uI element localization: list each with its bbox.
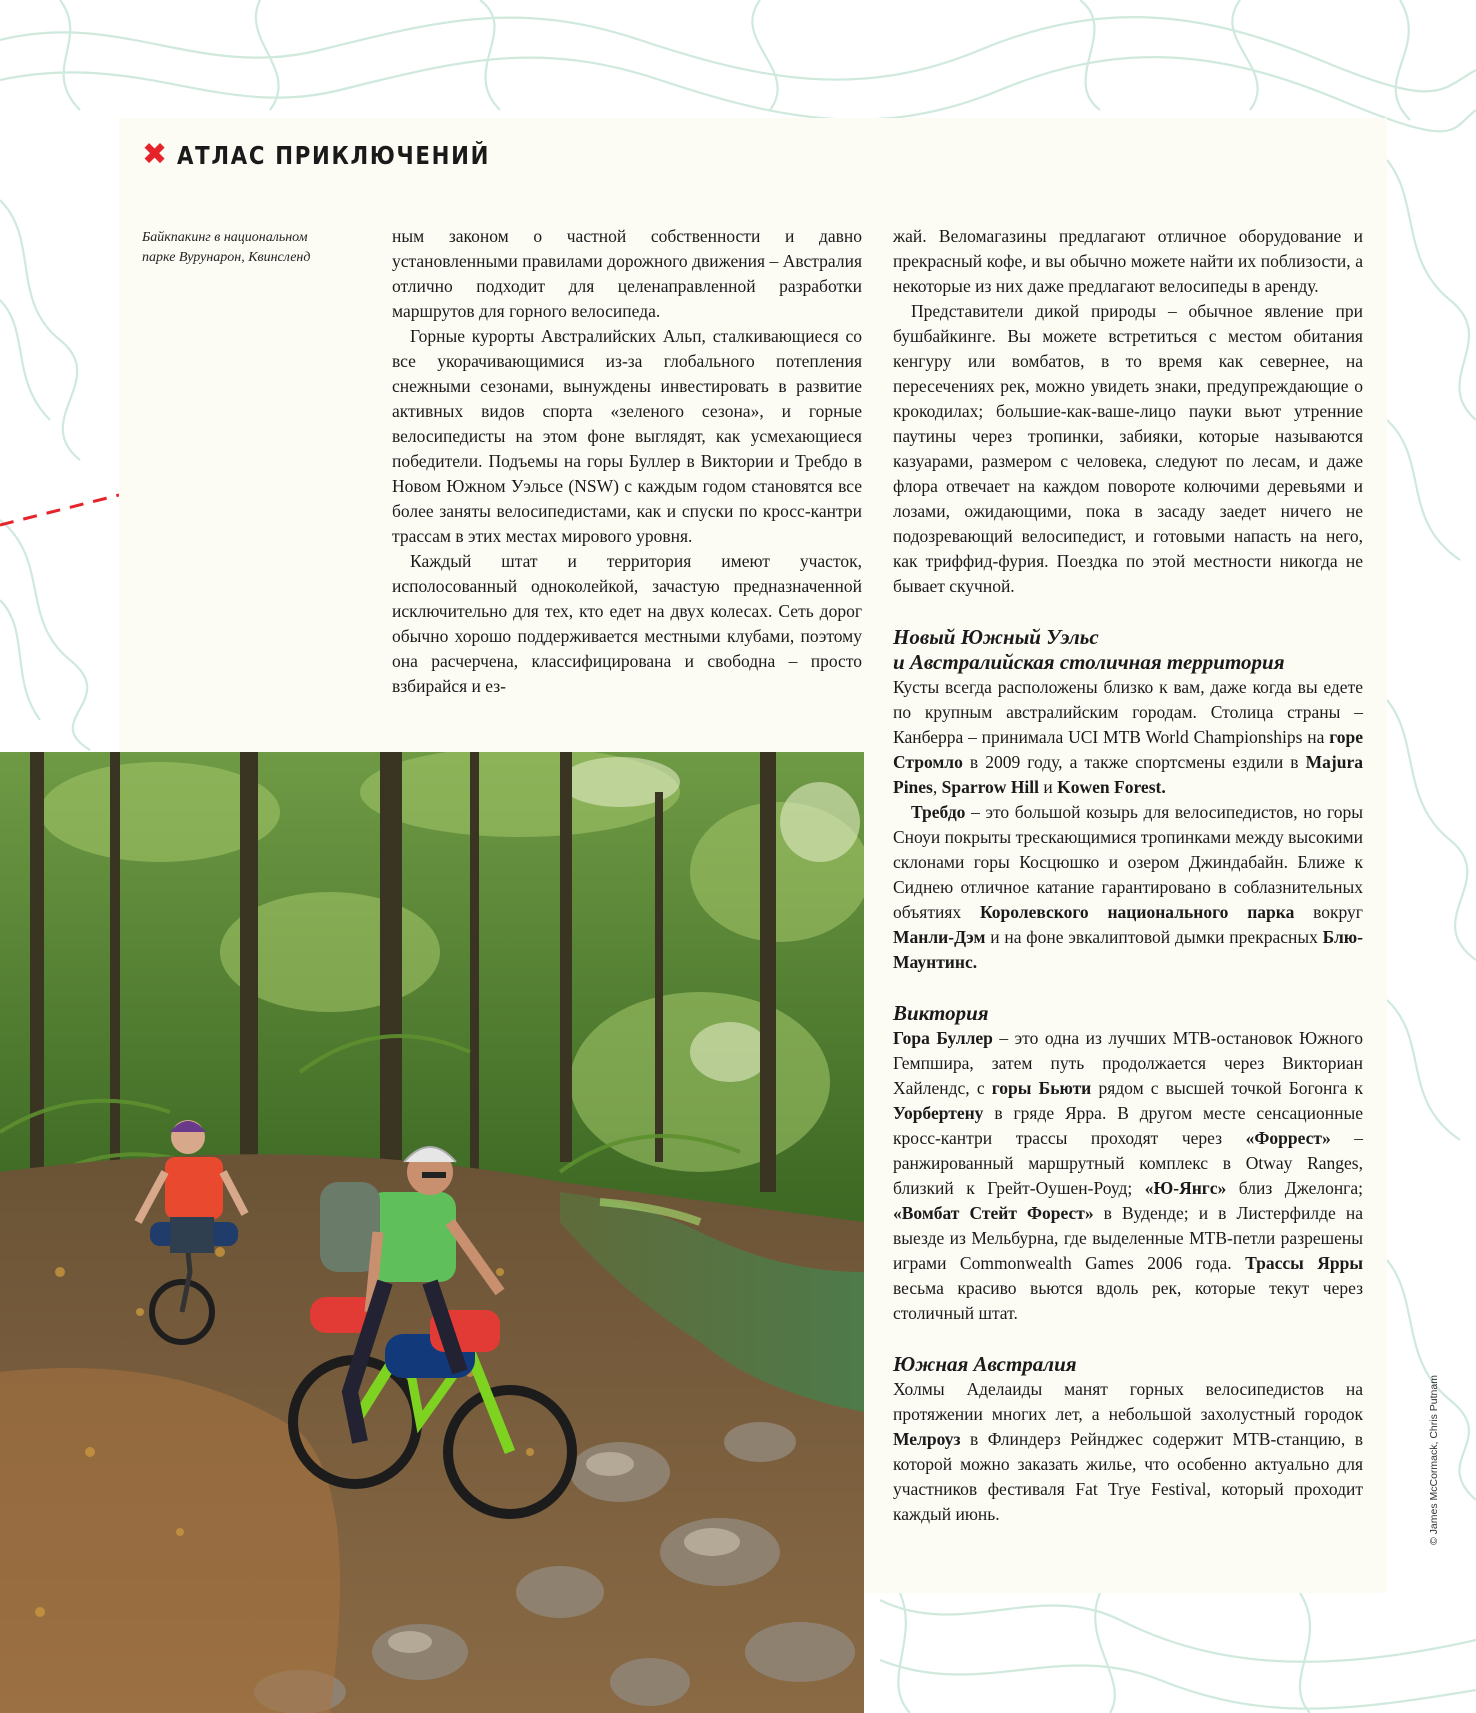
section-heading: Новый Южный Уэльс и Австралийская столичная территория [893, 625, 1285, 674]
section-victoria [893, 1001, 1363, 1326]
section-south-australia [893, 1352, 1363, 1527]
paragraph: Требдо – это большой козырь для велосипедистов, но горы Сноуи покрыты трескающимися тропинками между высокими склонами горы Косцюшко и озером Джиндабайн. Ближе к Сиднею отличное катание гарантировано в соблазнительных объятиях Королевского национального парка вокруг Манли-Дэм и на фоне эвкалиптовой дымки прекрасных Блю-Маунтинс. [893, 802, 1363, 972]
paragraph: ным законом о частной собственности и давно установленными правилами дорожного движения – Австралия отлично подходит для целенаправленной разработки маршрутов для горного велосипеда. [392, 226, 862, 321]
paragraph: Гора Буллер – это одна из лучших МТВ-остановок Южного Гемпшира, затем путь продолжается через Викториан Хайлендс, с горы Бьюти рядом с высшей точкой Богонга к Уорбертену в гряде Ярра. В другом месте сенсационные кросс-кантри трассы проходят через «Форрест» – ранжированный маршрутный комплекс в Otway Ranges, близкий к Грейт-Оушен-Роуд; «Ю-Янгс» близ Джелонга; «Вомбат Стейт Форест» в Вуденде; и в Листерфилде на выезде из Мельбурна, где выделенные МТВ-петли разрешены играми Commonwealth Games 2006 года. Трассы Ярры весьма красиво вьются вдоль рек, которые текут через столичный штат. [893, 1028, 1364, 1323]
red-x-icon: ✖ [142, 137, 168, 172]
paragraph: Горные курорты Австралийских Альп, сталкивающиеся со все укорачивающимися из-за глобального потепления снежными сезонами, вынуждены инвестировать в развитие активных видов спорта «зеленого сезона», и горные велосипедисты на этом фоне выглядят, как усмехающиеся победители. Подъемы на горы Буллер в Виктории и Требдо в Новом Южном Уэльсе (NSW) с каждым годом становятся все более заняты велосипедистами, как и спуски по кросс-кантри трассам в этих местах мирового уровня. [392, 326, 862, 546]
paragraph: Холмы Аделаиды манят горных велосипедистов на протяжении многих лет, а небольшой захолустный городок Мелроуз в Флиндерз Рейнджес содержит МТВ-станцию, в которой можно заказать жилье, что особенно актуально для участников фестиваля Fat Trye Festival, который проходит каждый июнь. [893, 1379, 1363, 1524]
caption-line-2: парке Вурунарон, Квинсленд [142, 250, 311, 265]
section-heading: Южная Австралия [893, 1352, 1077, 1376]
rainforest-bikepacking-photo [0, 752, 864, 1713]
photo-credit: © James McCormack, Chris Putnam [1428, 1375, 1440, 1545]
section-title: АТЛАС ПРИКЛЮЧЕНИЙ [177, 140, 491, 170]
paragraph: Кусты всегда расположены близко к вам, даже когда вы едете по крупным австралийским городам. Столица страны – Канберра – принимала UCI MTB World Championships на горе Стромло в 2009 году, а также спортсмены ездили в Majura Pines, Sparrow Hill и Kowen Forest. [893, 677, 1363, 797]
section-header [142, 137, 545, 172]
section-heading: Виктория [893, 1001, 989, 1025]
caption-line-1: Байкпакинг в национальном [142, 230, 308, 245]
text-column-2 [893, 224, 1363, 1527]
route-dash-line [0, 480, 119, 540]
paragraph: жай. Веломагазины предлагают отличное оборудование и прекрасный кофе, и вы обычно можете найти их поблизости, а некоторые из них даже предлагают велосипеды в аренду. [893, 226, 1363, 296]
paragraph: Представители дикой природы – обычное явление при бушбайкинге. Вы можете встретиться с местом обитания кенгуру или вомбатов, в то время как севернее, на пересечениях рек, можно увидеть знаки, предупреждающие о крокодилах; большие-как-ваше-лицо пауки вьют утренние паутины через тропинки, забияки, которые называются казуарами, размером с человека, следуют по лесам, и даже флора отвечает на каждом повороте колючими деревьями и лозами, ожидающими, пока в засаду заедет ничего не подозревающий велосипедист, и готовыми напасть на него, как триффид-фурия. Поездка по этой местности никогда не бывает скучной. [893, 301, 1363, 596]
paragraph: Каждый штат и территория имеют участок, исполосованный одноколейкой, зачастую предназначенной исключительно для тех, кто едет на двух колесах. Сеть дорог обычно хорошо поддерживается местными клубами, поэтому она расчерчена, классифицирована и свободна – просто взбирайся и ез- [392, 551, 862, 696]
text-column-1 [392, 224, 862, 699]
section-nsw [893, 625, 1363, 975]
photo-caption [142, 228, 362, 268]
